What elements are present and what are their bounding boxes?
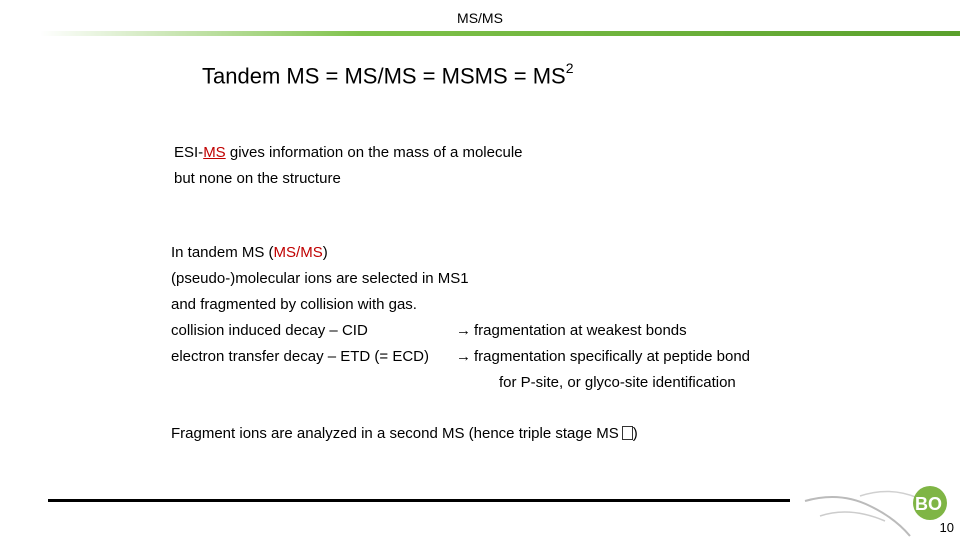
tandem-line1-prefix: In tandem MS ( <box>171 244 274 261</box>
right-arrow-icon: → <box>456 322 471 339</box>
logo-graphic <box>800 476 960 540</box>
esi-prefix: ESI- <box>174 144 204 161</box>
tandem-line-2: (pseudo-)molecular ions are selected in MS1 <box>171 270 469 287</box>
tandem-line1-suffix: ) <box>322 244 328 261</box>
tandem-paragraph <box>171 240 751 396</box>
fragment-paragraph <box>171 421 638 447</box>
fragment-text: Fragment ions are analyzed in a second MS (hence triple stage MS <box>171 425 619 442</box>
logo <box>800 476 960 540</box>
esi-line-2: but none on the structure <box>174 170 341 187</box>
cid-result <box>456 318 687 344</box>
tandem-msms-highlight: MS/MS <box>273 244 323 261</box>
esi-line-1 <box>174 140 523 166</box>
slide-section-label: MS/MS <box>457 10 503 26</box>
cid-row <box>171 318 687 344</box>
cid-result-text: fragmentation at weakest bonds <box>474 322 687 339</box>
title-text: Tandem MS = MS/MS = MSMS = MS <box>202 63 566 89</box>
title-superscript: 2 <box>565 60 574 76</box>
tandem-line-3: and fragmented by collision with gas. <box>171 296 417 313</box>
etd-row <box>171 344 751 370</box>
header-green-bar <box>40 31 960 36</box>
right-arrow-icon: → <box>456 348 471 365</box>
etd-result-text: fragmentation specifically at peptide bond <box>474 348 751 365</box>
esi-paragraph <box>174 140 523 192</box>
svg-text:BO: BO <box>915 494 942 514</box>
page-number: 10 <box>939 520 954 535</box>
tandem-line-1 <box>171 240 469 266</box>
etd-label: electron transfer decay – ETD (= ECD) <box>171 348 430 365</box>
footer-divider <box>48 499 790 502</box>
etd-result <box>456 344 750 370</box>
cid-label: collision induced decay – CID <box>171 322 368 339</box>
missing-glyph-icon <box>622 426 633 440</box>
esi-rest: gives information on the mass of a molecule <box>225 144 523 161</box>
esi-ms-highlight: MS <box>203 144 226 161</box>
fragment-suffix: ) <box>632 425 638 442</box>
slide-title <box>202 62 574 89</box>
etd-note-row <box>171 370 736 396</box>
etd-note: for P-site, or glyco-site identification <box>499 374 736 391</box>
